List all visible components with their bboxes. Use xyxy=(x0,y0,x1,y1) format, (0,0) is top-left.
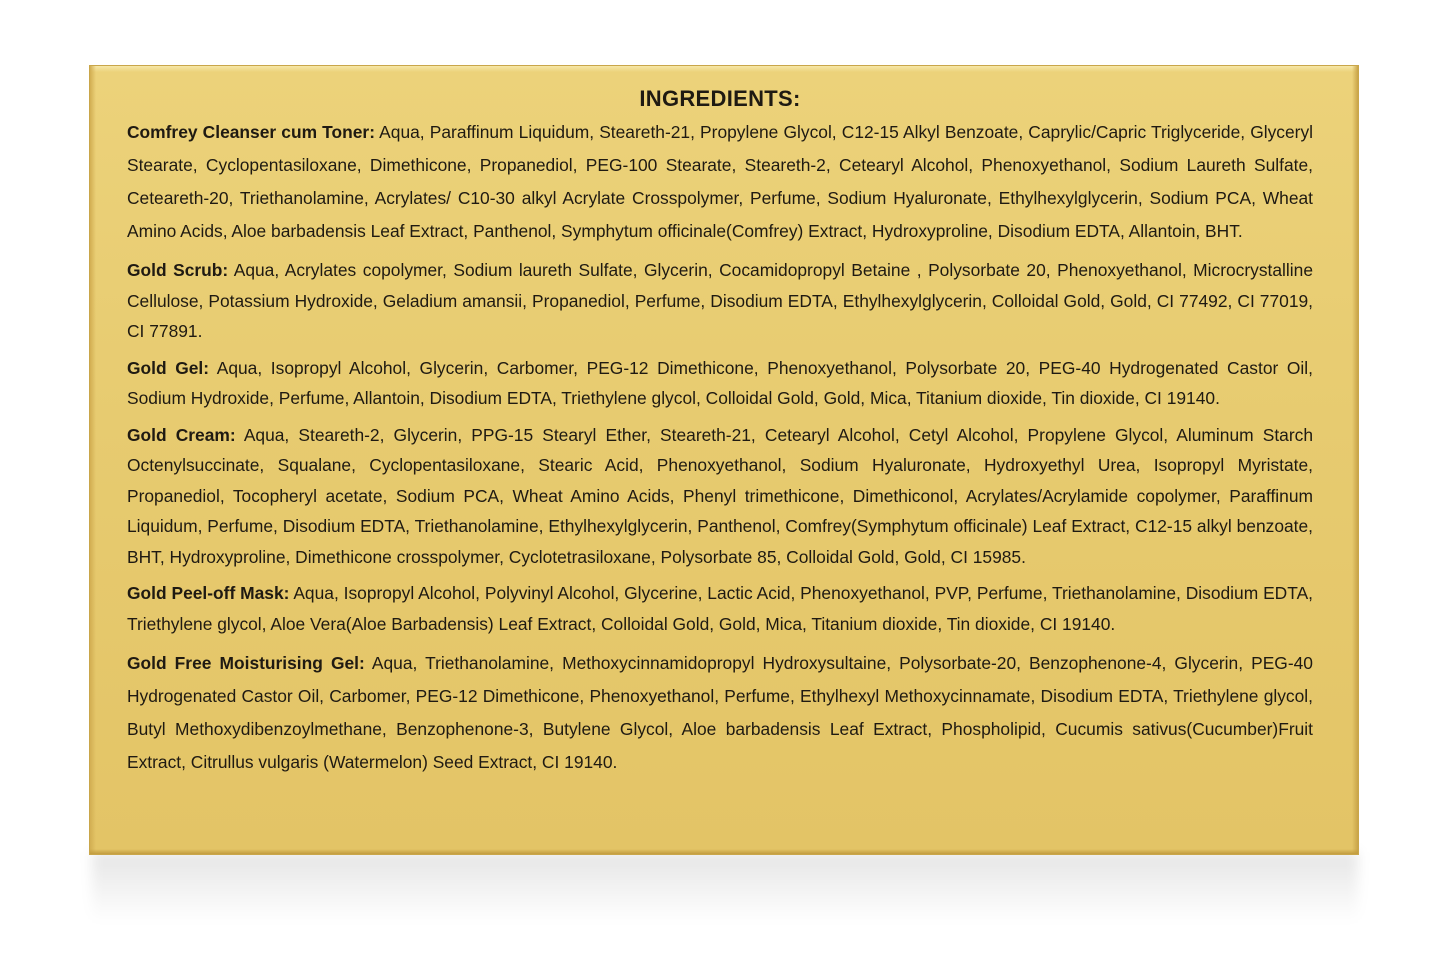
panel-top-edge xyxy=(90,66,1358,72)
box-floor-shadow xyxy=(92,852,1358,922)
ingredient-section-gold-cream xyxy=(127,420,1313,573)
ingredient-section-gold-gel xyxy=(127,353,1313,414)
section-text: Aqua, Triethanolamine, Methoxycinnamidopropyl Hydroxysultaine, Polysorbate-20, Benzophenone-4, Glycerin, PEG-40 Hydrogenated Castor Oil, Carbomer, PEG-12 Dimethicone, Phenoxyethanol, Perfume, Ethylhexyl Methoxycinnamate, Disodium EDTA, Triethylene glycol, Butyl Methoxydibenzoylmethane, Benzophenone-3, Butylene Glycol, Aloe barbadensis Leaf Extract, Phospholipid, Cucumis sativus(Cucumber)Fruit Extract, Citrullus vulgaris (Watermelon) Seed Extract, CI 19140. xyxy=(127,653,1313,772)
ingredient-section-gold-peel-off-mask xyxy=(127,578,1313,639)
section-text: Aqua, Acrylates copolymer, Sodium laureth Sulfate, Glycerin, Cocamidopropyl Betaine , Polysorbate 20, Phenoxyethanol, Microcrystalline Cellulose, Potassium Hydroxide, Geladium amansii, Propanediol, Perfume, Disodium EDTA, Ethylhexylglycerin, Colloidal Gold, Gold, CI 77492, CI 77019, CI 77891. xyxy=(127,260,1313,341)
section-text: Aqua, Steareth-2, Glycerin, PPG-15 Stearyl Ether, Steareth-21, Cetearyl Alcohol, Cetyl Alcohol, Propylene Glycol, Aluminum Starch Octenylsuccinate, Squalane, Cyclopentasiloxane, Stearic Acid, Phenoxyethanol, Sodium Hyaluronate, Hydroxyethyl Urea, Isopropyl Myristate, Propanediol, Tocopheryl acetate, Sodium PCA, Wheat Amino Acids, Phenyl trimethicone, Dimethiconol, Acrylates/Acrylamide copolymer, Paraffinum Liquidum, Perfume, Disodium EDTA, Triethanolamine, Ethylhexylglycerin, Panthenol, Comfrey(Symphytum officinale) Leaf Extract, C12-15 alkyl benzoate, BHT, Hydroxyproline, Dimethicone crosspolymer, Cyclotetrasiloxane, Polysorbate 85, Colloidal Gold, Gold, CI 15985. xyxy=(127,424,1313,567)
section-label: Gold Gel: xyxy=(127,357,210,378)
panel-left-edge xyxy=(90,66,96,854)
ingredient-section-gold-free-moisturising-gel xyxy=(127,647,1313,779)
panel-right-edge xyxy=(1352,66,1358,854)
section-text: Aqua, Isopropyl Alcohol, Polyvinyl Alcohol, Glycerine, Lactic Acid, Phenoxyethanol, PVP, Perfume, Triethanolamine, Disodium EDTA, Triethylene glycol, Aloe Vera(Aloe Barbadensis) Leaf Extract, Colloidal Gold, Gold, Mica, Titanium dioxide, Tin dioxide, CI 19140. xyxy=(127,583,1313,634)
ingredient-section-comfrey-cleanser xyxy=(127,116,1313,248)
ingredient-section-gold-scrub xyxy=(127,255,1313,347)
section-label: Gold Peel-off Mask: xyxy=(127,583,290,603)
gold-package-panel xyxy=(89,65,1359,855)
ingredients-heading: INGREDIENTS: xyxy=(639,86,801,111)
ingredients-block xyxy=(127,84,1313,779)
section-text: Aqua, Paraffinum Liquidum, Steareth-21, Propylene Glycol, C12-15 Alkyl Benzoate, Caprylic/Capric Triglyceride, Glyceryl Stearate, Cyclopentasiloxane, Dimethicone, Propanediol, PEG-100 Stearate, Steareth-2, Cetearyl Alcohol, Phenoxyethanol, Sodium Laureth Sulfate, Ceteareth-20, Triethanolamine, Acrylates/ C10-30 alkyl Acrylate Crosspolymer, Perfume, Sodium Hyaluronate, Ethylhexylglycerin, Sodium PCA, Wheat Amino Acids, Aloe barbadensis Leaf Extract, Panthenol, Symphytum officinale(Comfrey) Extract, Hydroxyproline, Disodium EDTA, Allantoin, BHT. xyxy=(127,122,1314,241)
section-label: Gold Scrub: xyxy=(127,260,229,280)
section-label: Gold Free Moisturising Gel: xyxy=(127,653,365,673)
section-label: Comfrey Cleanser cum Toner: xyxy=(127,122,375,142)
section-text: Aqua, Isopropyl Alcohol, Glycerin, Carbomer, PEG-12 Dimethicone, Phenoxyethanol, Polysorbate 20, PEG-40 Hydrogenated Castor Oil, Sodium Hydroxide, Perfume, Allantoin, Disodium EDTA, Triethylene glycol, Colloidal Gold, Gold, Mica, Titanium dioxide, Tin dioxide, CI 19140. xyxy=(127,357,1313,408)
section-label: Gold Cream: xyxy=(127,424,236,445)
panel-bottom-edge xyxy=(90,849,1358,854)
